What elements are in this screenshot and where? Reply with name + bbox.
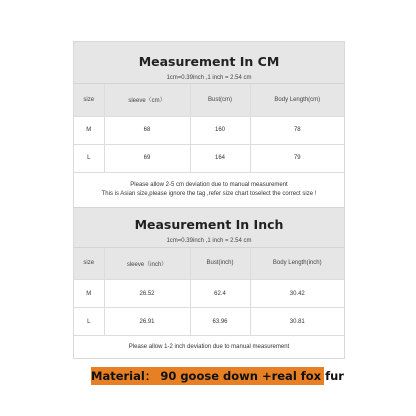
cell-bust: 160 [190, 116, 250, 144]
table-row [74, 308, 344, 336]
cell-size: M [74, 280, 104, 308]
cell-sleeve: 26.52 [104, 280, 190, 308]
cm-section-header [74, 42, 344, 84]
cm-size-table [74, 84, 344, 173]
inch-section-title: Measurement In Inch [134, 216, 284, 232]
cell-body-length: 30.42 [250, 280, 344, 308]
material-banner: Material： 90 goose down +real fox fur [91, 369, 344, 383]
cm-note-line-1: Please allow 2-5 cm deviation due to manual measurement [130, 181, 288, 188]
col-header-body-length: Body Length(cm) [250, 84, 344, 116]
cell-bust: 62.4 [190, 280, 250, 308]
col-header-sleeve: sleeve（inch） [104, 248, 190, 280]
table-row [74, 116, 344, 144]
cell-size: L [74, 308, 104, 336]
table-header-row [74, 248, 344, 280]
cell-size: M [74, 116, 104, 144]
cm-conversion-note: 1cm=0.39inch ,1 inch = 2.54 cm [166, 75, 252, 81]
inch-section-header [74, 208, 344, 248]
cell-sleeve: 26.91 [104, 308, 190, 336]
inch-conversion-note: 1cm=0.39inch ,1 inch = 2.54 cm [166, 237, 252, 244]
col-header-bust: Bust(cm) [190, 84, 250, 116]
col-header-sleeve: sleeve（cm） [104, 84, 190, 116]
table-header-row [74, 84, 344, 116]
size-chart [73, 41, 345, 359]
cell-sleeve: 68 [104, 116, 190, 144]
table-row [74, 280, 344, 308]
col-header-size: size [74, 84, 104, 116]
cell-sleeve: 69 [104, 144, 190, 172]
cell-bust: 63.96 [190, 308, 250, 336]
inch-size-table [74, 248, 344, 337]
table-row [74, 144, 344, 172]
cm-deviation-note [74, 173, 344, 208]
cell-bust: 164 [190, 144, 250, 172]
cell-body-length: 78 [250, 116, 344, 144]
cell-body-length: 79 [250, 144, 344, 172]
cm-section-title: Measurement In CM [138, 54, 280, 69]
cell-size: L [74, 144, 104, 172]
cell-body-length: 30.81 [250, 308, 344, 336]
cm-note-line-2: This is Asian size,please ignore the tag ,refer size chart toselect the correct size ! [101, 190, 317, 197]
col-header-body-length: Body Length(inch) [250, 248, 344, 280]
col-header-size: size [74, 248, 104, 280]
inch-deviation-note: Please allow 1-2 inch deviation due to manual measurement [128, 344, 290, 350]
col-header-bust: Bust(inch) [190, 248, 250, 280]
